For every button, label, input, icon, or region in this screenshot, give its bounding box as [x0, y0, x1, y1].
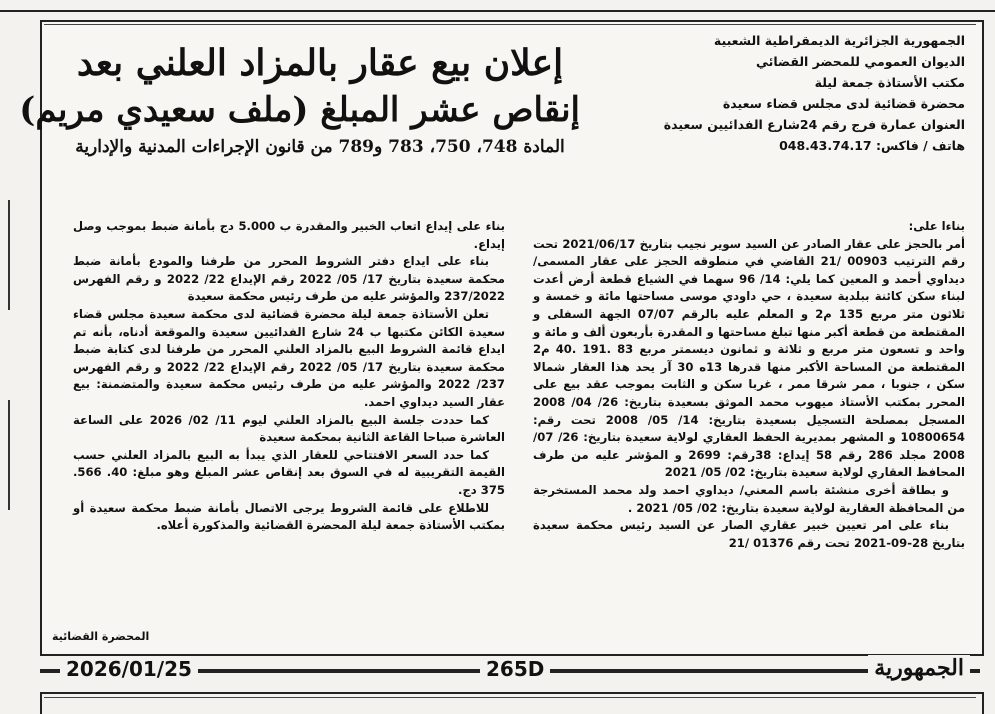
footer-date: 2026/01/25	[60, 657, 198, 681]
header-line: مكتب الأستاذة جمعة ليلة	[814, 75, 965, 90]
phone-number: 048.43.74.17	[779, 138, 872, 153]
page-footer	[40, 655, 980, 685]
paragraph: للاطلاع على قائمة الشروط يرجى الاتصال بأمانة ضبط محكمة سعيدة أو بمكتب الأستاذة جمعة ليلة المحضرة القضائية والمذكورة أعلاه.	[73, 500, 505, 533]
issuer-header	[665, 30, 965, 156]
paragraph: كما حدد السعر الافتتاحي للعقار الذي يبدأ به البيع بالمزاد العلني حسب القيمة التقريبية له في السوق بعد إنقاص عشر المبلغ وهو مبلغ: 40. 566. 375 دج.	[73, 447, 505, 497]
paragraph: تعلن الأستاذة جمعة ليلة محضرة قضائية لدى محكمة سعيدة مجلس قضاء سعيدة الكائن مكتبها ب 24 شارع الفدائيين سعيدة والموقعة أدناه، بأنه تم ايداع قائمة الشروط البيع بالمزاد العلني المحرر من طرفنا لدى كتابة ضبط محكمة سعيدة بتاريخ 17/ 05/ 2022 رقم الإيداع 22/ 2022 و رقم الفهرس 237/ 2022 والمؤشر عليه من طرف رئيس محكمة سعيدة والمتضمنة: بيع عقار السيد ديداوي احمد.	[73, 306, 505, 409]
header-line: الجمهورية الجزائرية الديمقراطية الشعبية	[713, 33, 965, 48]
next-article-inner-line	[44, 697, 976, 713]
paragraph: بناء على ايداع دفتر الشروط المحرر من طرفنا والمودع بأمانة ضبط محكمة سعيدة بتاريخ 17/ 05/ 2022 رقم الإيداع 22/ 2022 و رقم الفهرس 237/2022 والمؤشر عليه من طرف رئيس محكمة سعيدة	[73, 254, 505, 304]
phone-label: هاتف / فاكس:	[875, 138, 965, 153]
paragraph: بناء على امر تعيين خبير عقاري الصار عن السيد رئيس محكمة سعيدة بتاريخ 28-09-2021 تحت رقم 01376 /21	[533, 518, 965, 550]
paragraph: أمر بالحجز على عقار الصادر عن السيد سوير نجيب بتاريخ 2021/06/17 تحت رقم الترتيب 00903 /21 القاضي في منطوقه الحجز على عقار المسمى/ديداوي أحمد و المعين كما يلي: 14/ 96 سهما في الشياع قطعة أرض أعدت لبناء سكن كائنة ببلدية سعيدة ، حي داودي موسى مساحتها مائة و خمسة و ثلاثون متر مربع 135 م2 و المعلم عليه بالرقم 07/07 الجهة السفلى و المقتطعة من قطعة أكبر منها تبلغ مساحتها و المقدرة بأربعون ألف و مائة و واحد و تسعون متر مربع و ثلاثة و ثمانون ديسمتر مربع 83 .191 .40 م2 المقتطعة من المساحة الأكبر منها قدرها 13ه 30 آر يحد هذا العقار شمالا سكن ، جنوبا ، ممر شرقا ممر ، غربا سكن و الثابت بموجب عقد بيع على المحرر بمكتب الأستاذ ميهوب محمد الموثق بسعيدة بتاريخ: 26/ 04/ 2008 المسجل بمصلحة التسجيل بسعيدة بتاريخ: 14/ 05/ 2008 تحت رقم: 10800654 و المشهر بمديرية الحفظ العقاري لولاية سعيدة بتاريخ: 26/ 07/ 2008 مجلد 286 رقم 58 إيداع: 38رقم: 2699 و المؤشر عليه من طرف المحافظ العقاري لولاية سعيدة بتاريخ: 02/ 05/ 2021	[533, 236, 966, 480]
frame-inner-line	[44, 24, 976, 27]
left-text-column	[73, 218, 505, 535]
paragraph: بناءا على:	[908, 219, 965, 233]
paragraph: كما حددت جلسة البيع بالمزاد العلني ليوم 11/ 02/ 2026 على الساعة العاشرة صباحا القاعة الثانية بمحكمة سعيدة	[73, 412, 505, 445]
header-line: العنوان عمارة فرج رقم 24شارع الفدائيين سعيدة	[663, 117, 965, 132]
header-line: محضرة قضائية لدى مجلس قضاء سعيدة	[722, 96, 965, 111]
announcement-title	[19, 40, 580, 160]
title-line-2: إنقاص عشر المبلغ (ملف سعيدي مريم)	[19, 90, 580, 130]
page-edge-mark	[0, 400, 10, 510]
title-line-3: المادة 748، 750، 783 و789 من قانون الإجراءات المدنية والإدارية	[75, 137, 565, 157]
newspaper-logo: الجمهورية	[868, 655, 970, 681]
right-text-column	[533, 218, 965, 552]
paragraph: بناء على إيداع اتعاب الخبير والمقدرة ب 5.000 دج بأمانة ضبط بموجب وصل إيداع.	[73, 219, 505, 251]
header-line: الديوان العمومي للمحضر القضائي	[756, 54, 965, 69]
footer-page-number: 265D	[480, 657, 550, 681]
title-line-1: إعلان بيع عقار بالمزاد العلني بعد	[76, 42, 564, 84]
paragraph: و بطاقة أخرى منشئة باسم المعني/ ديداوي احمد ولد محمد المستخرجة من المحافظة العقارية لولاية سعيدة بتاريخ: 02/ 05/ 2021 .	[533, 482, 965, 515]
top-strip	[0, 0, 995, 12]
phone-line	[665, 135, 965, 156]
page-edge-mark	[0, 200, 10, 310]
signature: المحضرة القضائية	[52, 630, 150, 643]
